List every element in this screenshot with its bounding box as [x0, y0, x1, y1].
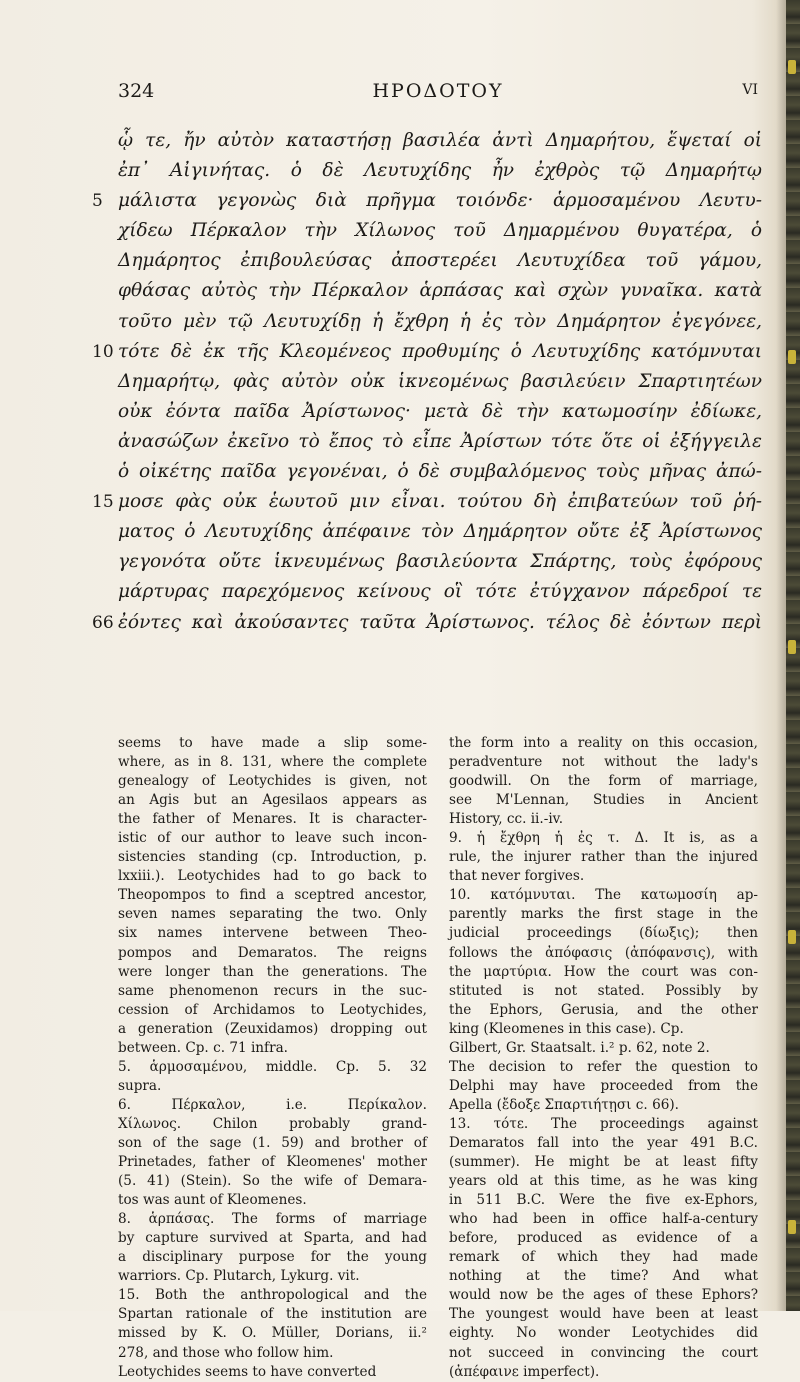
note-line: an Agis but an Agesilaos appears as: [118, 792, 427, 809]
greek-line: [92, 547, 762, 577]
note-line: (summer). He might be at least fifty: [449, 1154, 758, 1171]
page-number: 324: [118, 80, 155, 102]
note-line: stituted is not stated. Possibly by: [449, 982, 758, 999]
note-line: cession of Archidamos to Leotychides,: [118, 1001, 427, 1018]
greek-line-text: οὐκ ἐόντα παῖδα Ἀρίστωνος· μετὰ δὲ τὴν κατωμοσίην ἐδίωκε,: [118, 400, 762, 422]
note-line: rule, the injurer rather than the injured: [449, 849, 758, 866]
greek-line-text: ὁ οἰκέτης παῖδα γεγονέναι, ὁ δὲ συμβαλόμενος τοὺς μῆνας ἀπώ-: [118, 461, 762, 483]
greek-text-block: [92, 126, 762, 638]
note-line: son of the sage (1. 59) and brother of: [118, 1134, 427, 1151]
note-line: 278, and those who follow him.: [118, 1344, 334, 1361]
note-line: before, produced as evidence of a: [449, 1230, 758, 1247]
note-line: supra.: [118, 1077, 162, 1094]
note-line: Apella (ἔδοξε Σπαρτιήτῃσι c. 66).: [449, 1096, 679, 1113]
greek-line: [92, 307, 762, 337]
note-line: The decision to refer the question to: [449, 1058, 758, 1075]
note-line: missed by K. O. Müller, Dorians, ii.²: [118, 1325, 427, 1342]
book-number: VI: [742, 82, 758, 98]
note-line: tos was aunt of Kleomenes.: [118, 1192, 307, 1209]
greek-line: [92, 337, 762, 367]
note-line: 10. κατόμνυται. The κατωμοσίη ap-: [449, 887, 758, 904]
greek-line-text: μάλιστα γεγονὼς διὰ πρῆγμα τοιόνδε· ἁρμοσαμένου Λευτυ-: [118, 190, 762, 212]
greek-line: [92, 427, 762, 457]
greek-line-text: ἀνασώζων ἐκεῖνο τὸ ἔπος τὸ εἶπε Ἀρίστων τότε ὅτε οἱ ἐξήγγειλε: [118, 430, 762, 452]
greek-line-text: ἐπ᾽ Αἰγινήτας. ὁ δὲ Λευτυχίδης ἦν ἐχθρὸς τῷ Δημαρήτῳ: [118, 160, 762, 182]
note-line: The youngest would have been at least: [449, 1306, 758, 1323]
note-line: (ἀπέφαινε imperfect).: [449, 1363, 600, 1380]
note-line: Prinetades, father of Kleomenes' mother: [118, 1154, 427, 1171]
greek-line: [92, 156, 762, 186]
note-line: the father of Menares. It is character-: [118, 811, 427, 828]
line-number: 15: [92, 492, 114, 513]
note-line: (5. 41) (Stein). So the wife of Demara-: [118, 1173, 427, 1190]
note-line: the Ephors, Gerusia, and the other: [449, 1001, 758, 1018]
greek-line-text: τότε δὲ ἐκ τῆς Κλεομένεος προθυμίης ὁ Λευτυχίδης κατόμνυται: [118, 340, 762, 362]
greek-line: [92, 397, 762, 427]
note-line: 8. ἁρπάσας. The forms of marriage: [118, 1211, 427, 1228]
note-line: eighty. No wonder Leotychides did: [449, 1325, 758, 1342]
note-line: the form into a reality on this occasion,: [449, 735, 758, 751]
note-line: parently marks the first stage in the: [449, 906, 758, 923]
note-line: king (Kleomenes in this case). Cp.: [449, 1020, 684, 1037]
note-line: pompos and Demaratos. The reigns: [118, 944, 427, 961]
greek-line-text: ματος ὁ Λευτυχίδης ἀπέφαινε τὸν Δημάρητον οὔτε ἐξ Ἀρίστωνος: [118, 521, 762, 543]
greek-line-text: Δημάρητος ἐπιβουλεύσας ἀποστερέει Λευτυχίδεα τοῦ γάμου,: [118, 250, 762, 272]
note-line: judicial proceedings (δίωξις); then: [449, 925, 758, 942]
note-line: were longer than the generations. The: [118, 963, 427, 980]
greek-line: [92, 457, 762, 487]
greek-line: [92, 276, 762, 306]
note-line: where, as in 8. 131, where the complete: [118, 754, 427, 771]
edge-mark: [788, 60, 796, 74]
note-line: Demaratos fall into the year 491 B.C.: [449, 1134, 758, 1151]
note-line: seven names separating the two. Only: [118, 906, 427, 923]
edge-mark: [788, 930, 796, 944]
note-line: genealogy of Leotychides is given, not: [118, 773, 427, 790]
greek-line-text: τοῦτο μὲν τῷ Λευτυχίδῃ ἡ ἔχθρη ἡ ἐς τὸν Δημάρητον ἐγεγόνεε,: [118, 310, 762, 332]
note-line: that never forgives.: [449, 868, 585, 885]
greek-line: [92, 216, 762, 246]
note-line: not succeed in convincing the court: [449, 1344, 758, 1361]
greek-line: [92, 517, 762, 547]
greek-line-text: ᾧ τε, ἤν αὐτὸν καταστήσῃ βασιλέα ἀντὶ Δημαρήτου, ἕψεταί οἱ: [118, 130, 762, 151]
notes-column-left: [118, 734, 427, 1382]
note-line: follows the ἀπόφασις (ἀπόφανσις), with: [449, 944, 758, 961]
note-line: goodwill. On the form of marriage,: [449, 773, 758, 790]
running-title: HPOΔOTOY: [372, 80, 504, 102]
greek-line: [92, 246, 762, 276]
line-number: 5: [92, 191, 103, 212]
greek-line-text: χίδεω Πέρκαλον τὴν Χίλωνος τοῦ Δημαρμένου θυγατέρα, ὁ: [118, 220, 762, 242]
note-line: seems to have made a slip some-: [118, 735, 427, 751]
note-line: 9. ἡ ἔχθρη ἡ ἐς τ. Δ. It is, as a: [449, 830, 758, 847]
note-line: between. Cp. c. 71 infra.: [118, 1039, 289, 1056]
running-header: [118, 80, 758, 110]
note-line: 15. Both the anthropological and the: [118, 1287, 427, 1304]
page-edge-strip: [786, 0, 800, 1311]
edge-mark: [788, 350, 796, 364]
note-line: see M'Lennan, Studies in Ancient: [449, 792, 758, 809]
note-line: a disciplinary purpose for the young: [118, 1249, 427, 1266]
greek-line-text: μοσε φὰς οὐκ ἑωυτοῦ μιν εἶναι. τούτου δὴ ἐπιβατεύων τοῦ ῥή-: [118, 491, 762, 513]
line-number: 10: [92, 341, 114, 362]
greek-line-text: μάρτυρας παρεχόμενος κείνους οἳ τότε ἐτύγχανον πάρεδροί τε: [118, 581, 762, 603]
note-line: nothing at the time? And what: [449, 1268, 758, 1285]
note-line: 6. Πέρκαλον, i.e. Περίκαλον.: [118, 1096, 427, 1113]
edge-mark: [788, 640, 796, 654]
note-line: by capture survived at Sparta, and had: [118, 1230, 427, 1247]
note-line: same phenomenon recurs in the suc-: [118, 982, 427, 999]
note-line: six names intervene between Theo-: [118, 925, 427, 942]
greek-line: [92, 126, 762, 156]
note-line: warriors. Cp. Plutarch, Lykurg. vit.: [118, 1268, 360, 1285]
note-line: would now be the ages of these Ephors?: [449, 1287, 758, 1304]
greek-line-text: ἐόντες καὶ ἀκούσαντες ταῦτα Ἀρίστωνος. τέλος δὲ ἐόντων περὶ: [118, 611, 762, 633]
note-line: istic of our author to leave such incon-: [118, 830, 427, 847]
edge-mark: [788, 1220, 796, 1234]
note-line: Χίλωνος. Chilon probably grand-: [118, 1115, 427, 1132]
note-line: Gilbert, Gr. Staatsalt. i.² p. 62, note 2.: [449, 1039, 710, 1056]
note-line: 13. τότε. The proceedings against: [449, 1115, 758, 1132]
note-line: a generation (Zeuxidamos) dropping out: [118, 1020, 427, 1037]
note-line: remark of which they had made: [449, 1249, 758, 1266]
note-line: Leotychides seems to have converted: [118, 1363, 377, 1380]
greek-line-text: Δημαρήτῳ, φὰς αὐτὸν οὐκ ἱκνεομένως βασιλεύειν Σπαρτιητέων: [118, 370, 762, 392]
note-line: the μαρτύρια. How the court was con-: [449, 963, 758, 980]
greek-line: [92, 186, 762, 216]
note-line: Theopompos to find a sceptred ancestor,: [118, 887, 427, 904]
note-line: lxxiii.). Leotychides had to go back to: [118, 868, 427, 885]
note-line: in 511 B.C. Were the five ex-Ephors,: [449, 1192, 758, 1209]
note-line: History, cc. ii.-iv.: [449, 811, 564, 828]
greek-line-text: φθάσας αὐτὸς τὴν Πέρκαλον ἁρπάσας καὶ σχὼν γυναῖκα. κατὰ: [118, 280, 762, 302]
note-line: peradventure not without the lady's: [449, 754, 758, 771]
greek-line: [92, 367, 762, 397]
line-number: 66: [92, 612, 114, 633]
note-line: who had been in office half-a-century: [449, 1211, 758, 1228]
note-line: Spartan rationale of the institution are: [118, 1306, 427, 1323]
note-line: years old at this time, as he was king: [449, 1173, 758, 1190]
greek-line: [92, 608, 762, 638]
note-line: 5. ἁρμοσαμένου, middle. Cp. 5. 32: [118, 1058, 427, 1075]
greek-line: [92, 487, 762, 517]
greek-line: [92, 577, 762, 607]
note-line: Delphi may have proceeded from the: [449, 1077, 758, 1094]
note-line: sistencies standing (cp. Introduction, p.: [118, 849, 427, 866]
greek-line-text: γεγονότα οὔτε ἱκνευμένως βασιλεύοντα Σπάρτης, τοὺς ἐφόρους: [118, 551, 762, 573]
notes-column-right: [449, 734, 758, 1382]
